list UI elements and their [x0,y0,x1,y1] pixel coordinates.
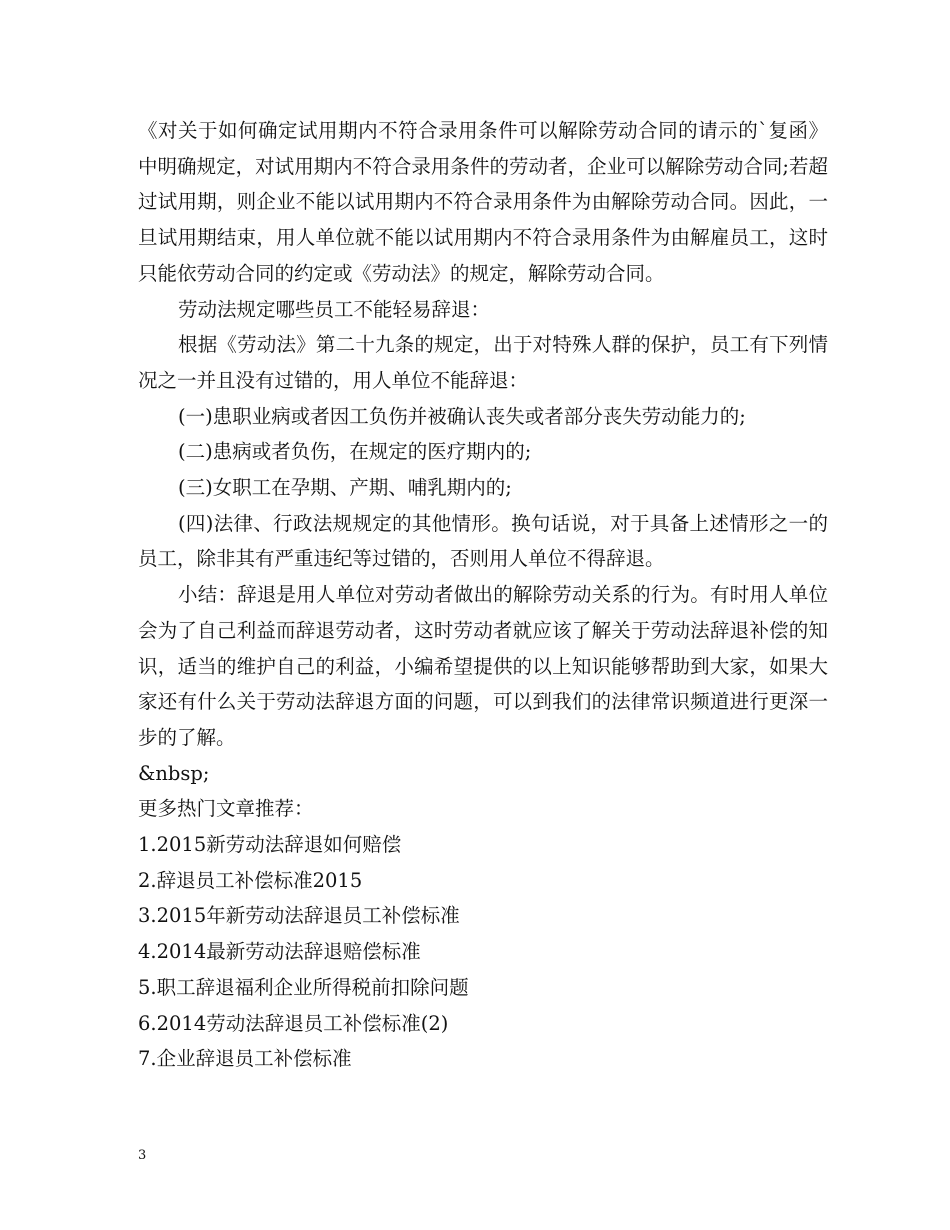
recommended-item[interactable]: 2.辞退员工补偿标准2015 [138,868,363,892]
paragraph-nbsp: &nbsp; [138,761,210,785]
paragraph-clause-3: (三)女职工在孕期、产期、哺乳期内的; [178,476,512,500]
paragraph-heading-protected-employees: 劳动法规定哪些员工不能轻易辞退： [178,297,491,321]
page-number: 3 [138,1148,147,1163]
recommended-item[interactable]: 3.2015年新劳动法辞退员工补偿标准 [138,904,460,928]
paragraph-probation-reply: 《对关于如何确定试用期内不符合录用条件可以解除劳动合同的请示的`复函》中明确规定，对试用期内不符合录用条件的劳动者，企业可以解除劳动合同;若超过试用期，则企业不能以试用期内不符合录用条件为由解除劳动合同。因此，一旦试用期结束，用人单位就不能以试用期内不符合录用条件为由解雇员工，这时只能依劳动合同的约定或《劳动法》的规定，解除劳动合同。 [138,119,828,285]
recommended-item[interactable]: 6.2014劳动法辞退员工补偿标准(2) [138,1011,449,1035]
paragraph-clause-4: (四)法律、行政法规规定的其他情形。换句话说，对于具备上述情形之一的员工，除非其有严重违纪等过错的，否则用人单位不得辞退。 [138,511,828,571]
paragraph-clause-2: (二)患病或者负伤，在规定的医疗期内的; [178,440,532,464]
paragraph-clause-1: (一)患职业病或者因工负伤并被确认丧失或者部分丧失劳动能力的; [178,404,746,428]
paragraph-summary: 小结：辞退是用人单位对劳动者做出的解除劳动关系的行为。有时用人单位会为了自己利益而辞退劳动者，这时劳动者就应该了解关于劳动法辞退补偿的知识，适当的维护自己的利益，小编希望提供的以上知识能够帮助到大家，如果大家还有什么关于劳动法辞退方面的问题，可以到我们的法律常识频道进行更深一步的了解。 [138,583,828,749]
paragraph-article-29: 根据《劳动法》第二十九条的规定，出于对特殊人群的保护，员工有下列情况之一并且没有过错的，用人单位不能辞退： [138,333,828,392]
document-body [138,113,828,1077]
recommended-heading: 更多热门文章推荐： [138,797,314,821]
recommended-item[interactable]: 1.2015新劳动法辞退如何赔偿 [138,833,402,857]
recommended-item[interactable]: 7.企业辞退员工补偿标准 [138,1047,352,1071]
recommended-item[interactable]: 4.2014最新劳动法辞退赔偿标准 [138,940,421,964]
recommended-list [138,827,828,1077]
recommended-item[interactable]: 5.职工辞退福利企业所得税前扣除问题 [138,975,469,999]
